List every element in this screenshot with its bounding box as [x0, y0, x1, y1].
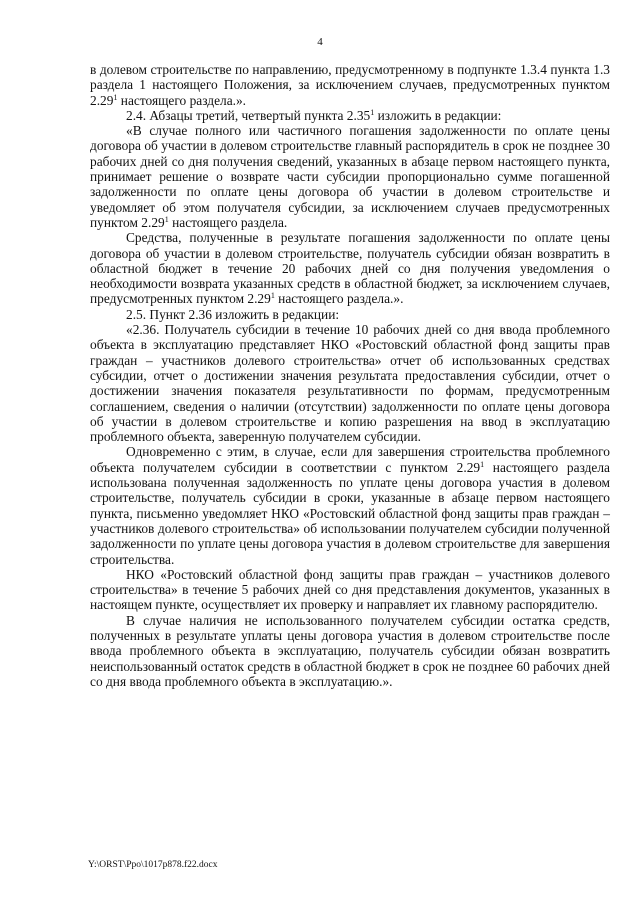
- paragraph-text: Одновременно с этим, в случае, если для завершения строительства проблемного объекта получателем субсидии в соответствии с пунктом 2.29: [90, 444, 610, 475]
- paragraph: [90, 567, 610, 613]
- superscript: 1: [164, 214, 169, 224]
- paragraph-text: изложить в редакции:: [374, 107, 502, 123]
- paragraph: [90, 123, 610, 230]
- paragraph-text: «2.36. Получатель субсидии в течение 10 рабочих дней со дня ввода проблемного объекта в эксплуатацию представляет НКО «Ростовский областной фонд защиты прав граждан – участников долевого строительства» отчет об использованных средствах субсидии, отчет о достижении значения результата предоставления субсидии, отчет о достижении значения показателя результативности по формам, предусмотренным соглашением, сведения о наличии (отсутствии) задолженности по оплате цены договора об участии в долевом строительстве и копию разрешения на ввод в эксплуатацию проблемного объекта, заверенную получателем субсидии.: [90, 322, 610, 445]
- paragraph-text: 2.5. Пункт 2.36 изложить в редакции:: [126, 306, 340, 322]
- superscript: 1: [270, 291, 275, 301]
- paragraph-text: настоящего раздела использована полученная задолженность по уплате цены договора участия в долевом строительстве, получатель субсидии в сроки, указанные в абзаце первом настоящего пункта, письменно уведомляет НКО «Ростовский областной фонд защиты прав граждан – участников долевого строительства» об использовании получателем субсидии полученной задолженности по уплате цены договора участия в долевом строительстве для завершения строительства.: [90, 459, 610, 567]
- paragraph: [90, 307, 610, 322]
- paragraph-text: «В случае полного или частичного погашения задолженности по оплате цены договора об участии в долевом строительстве главный распорядитель в срок не позднее 30 рабочих дней со дня получения сведений, указанных в абзаце первом настоящего пункта, принимает решение о возврате части субсидии пропорционально сумме погашенной задолженности по оплате цены договора об участии в долевом строительстве и уведомляет об этом получателя субсидии, за исключением случаев предусмотренных пунктом 2.29: [90, 123, 610, 230]
- paragraph: [90, 322, 610, 444]
- paragraph: [90, 230, 610, 306]
- page-number: 4: [317, 36, 323, 48]
- document-body: [90, 62, 610, 689]
- paragraph-text: настоящего раздела.».: [117, 92, 247, 108]
- paragraph: [90, 444, 610, 566]
- paragraph-text: настоящего раздела.: [168, 214, 288, 230]
- paragraph: [90, 108, 610, 123]
- paragraph: [90, 62, 610, 108]
- paragraph: [90, 613, 610, 689]
- superscript: 1: [113, 92, 118, 102]
- paragraph-text: в долевом строительстве по направлению, предусмотренному в подпункте 1.3.4 пункта 1.3 раздела 1 настоящего Положения, за исключением случаев, предусмотренных пунктом 2.29: [90, 62, 610, 108]
- paragraph-text: настоящего раздела.».: [274, 291, 404, 307]
- paragraph-text: В случае наличия не использованного получателем субсидии остатка средств, полученных в результате уплаты цены договора участия в долевом строительстве после ввода проблемного объекта в эксплуатацию, получатель субсидии обязан возвратить неиспользованный остаток средств в областной бюджет в срок не позднее 60 рабочих дней со дня ввода проблемного объекта в эксплуатацию.».: [90, 612, 610, 689]
- superscript: 1: [480, 459, 485, 469]
- paragraph-text: НКО «Ростовский областной фонд защиты прав граждан – участников долевого строительства» в течение 5 рабочих дней со дня представления документов, указанных в настоящем пункте, осуществляет их проверку и направляет их главному распорядителю.: [90, 566, 610, 613]
- paragraph-text: Средства, полученные в результате погашения задолженности по оплате цены договора об участии в долевом строительстве, получатель субсидии обязан возвратить в областной бюджет в течение 20 рабочих дней со дня получения уведомления о необходимости возврата указанных средств в областной бюджет, за исключением случаев, предусмотренных пунктом 2.29: [90, 230, 610, 307]
- footer-file-path: Y:\ORST\Ppo\1017p878.f22.docx: [88, 860, 218, 870]
- superscript: 1: [370, 107, 375, 117]
- paragraph-text: 2.4. Абзацы третий, четвертый пункта 2.35: [126, 107, 371, 123]
